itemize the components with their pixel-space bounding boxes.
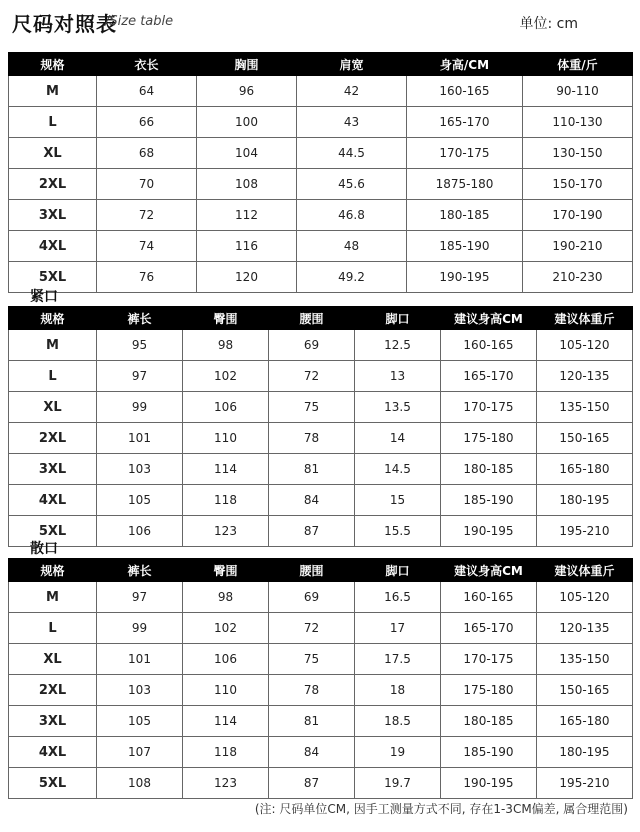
table-row: [9, 454, 633, 485]
table-cell: 123: [183, 768, 269, 799]
table-cell: 110: [183, 675, 269, 706]
table-cell: 45.6: [297, 169, 407, 200]
page-title: 尺码对照表: [12, 12, 117, 36]
table-cell: 185-190: [441, 737, 537, 768]
table-cell: 195-210: [537, 768, 633, 799]
column-header: 臀围: [183, 307, 269, 330]
table-cell: 165-170: [441, 361, 537, 392]
table-row: [9, 361, 633, 392]
table-row: [9, 231, 633, 262]
table-cell: 15: [355, 485, 441, 516]
table-row: [9, 582, 633, 613]
table-cell: 69: [269, 330, 355, 361]
column-header: 身高/CM: [407, 53, 523, 76]
size-cell: L: [9, 613, 97, 644]
table-cell: 190-195: [441, 768, 537, 799]
table-cell: 123: [183, 516, 269, 547]
table-header-row: [9, 53, 633, 76]
table-cell: 180-195: [537, 737, 633, 768]
size-cell: 3XL: [9, 200, 97, 231]
table-cell: 150-170: [523, 169, 633, 200]
table-row: [9, 262, 633, 293]
size-cell: 5XL: [9, 262, 97, 293]
table-cell: 90-110: [523, 76, 633, 107]
table-cell: 96: [197, 76, 297, 107]
table-row: [9, 138, 633, 169]
table-cell: 66: [97, 107, 197, 138]
table-row: [9, 737, 633, 768]
table-row: [9, 423, 633, 454]
table-cell: 106: [97, 516, 183, 547]
table-cell: 42: [297, 76, 407, 107]
size-cell: 3XL: [9, 454, 97, 485]
table-cell: 105-120: [537, 330, 633, 361]
table-cell: 15.5: [355, 516, 441, 547]
table-cell: 1875-180: [407, 169, 523, 200]
table-cell: 165-180: [537, 706, 633, 737]
column-header: 体重/斤: [523, 53, 633, 76]
table-cell: 78: [269, 675, 355, 706]
size-cell: XL: [9, 392, 97, 423]
top-size-table: [8, 52, 633, 293]
table-cell: 99: [97, 613, 183, 644]
table-cell: 12.5: [355, 330, 441, 361]
table-cell: 118: [183, 737, 269, 768]
column-header: 规格: [9, 559, 97, 582]
table-cell: 108: [97, 768, 183, 799]
table-cell: 190-195: [441, 516, 537, 547]
table-cell: 74: [97, 231, 197, 262]
table-cell: 165-180: [537, 454, 633, 485]
table-cell: 120-135: [537, 613, 633, 644]
table-row: [9, 200, 633, 231]
table-cell: 120-135: [537, 361, 633, 392]
table-cell: 170-175: [441, 392, 537, 423]
size-cell: 3XL: [9, 706, 97, 737]
table-cell: 19: [355, 737, 441, 768]
table-cell: 180-185: [441, 706, 537, 737]
table-cell: 72: [97, 200, 197, 231]
size-cell: 5XL: [9, 768, 97, 799]
table-cell: 75: [269, 644, 355, 675]
table-cell: 105: [97, 706, 183, 737]
table-cell: 110-130: [523, 107, 633, 138]
table-row: [9, 76, 633, 107]
size-cell: 2XL: [9, 675, 97, 706]
table-row: [9, 392, 633, 423]
table-cell: 14.5: [355, 454, 441, 485]
table-row: [9, 107, 633, 138]
table-cell: 195-210: [537, 516, 633, 547]
column-header: 臀围: [183, 559, 269, 582]
table-header-row: [9, 307, 633, 330]
table-row: [9, 768, 633, 799]
page-header: [0, 0, 640, 48]
table-cell: 98: [183, 582, 269, 613]
column-header: 规格: [9, 307, 97, 330]
table-cell: 112: [197, 200, 297, 231]
table-cell: 81: [269, 706, 355, 737]
table-cell: 150-165: [537, 423, 633, 454]
page-subtitle: /Size table: [105, 14, 174, 29]
table-cell: 84: [269, 737, 355, 768]
table-cell: 70: [97, 169, 197, 200]
column-header: 脚口: [355, 307, 441, 330]
table-cell: 170-175: [407, 138, 523, 169]
table-row: [9, 516, 633, 547]
table-cell: 75: [269, 392, 355, 423]
column-header: 肩宽: [297, 53, 407, 76]
table-cell: 165-170: [407, 107, 523, 138]
size-cell: M: [9, 330, 97, 361]
table-cell: 114: [183, 454, 269, 485]
size-cell: XL: [9, 644, 97, 675]
table-cell: 76: [97, 262, 197, 293]
table-cell: 150-165: [537, 675, 633, 706]
table-cell: 95: [97, 330, 183, 361]
table-cell: 87: [269, 516, 355, 547]
table-cell: 84: [269, 485, 355, 516]
column-header: 建议身高CM: [441, 307, 537, 330]
unit-label: 单位: cm: [519, 16, 578, 32]
table-cell: 16.5: [355, 582, 441, 613]
table-cell: 103: [97, 675, 183, 706]
table-cell: 100: [197, 107, 297, 138]
table-row: [9, 706, 633, 737]
table-cell: 98: [183, 330, 269, 361]
table-row: [9, 485, 633, 516]
column-header: 裤长: [97, 307, 183, 330]
table-cell: 190-210: [523, 231, 633, 262]
size-cell: 2XL: [9, 169, 97, 200]
section-label-tight-cuff: 紧口: [30, 289, 58, 305]
table-cell: 97: [97, 361, 183, 392]
column-header: 建议身高CM: [441, 559, 537, 582]
table-cell: 160-165: [407, 76, 523, 107]
table-row: [9, 613, 633, 644]
table-cell: 130-150: [523, 138, 633, 169]
table-cell: 101: [97, 644, 183, 675]
table-row: [9, 330, 633, 361]
column-header: 建议体重斤: [537, 307, 633, 330]
table-cell: 185-190: [407, 231, 523, 262]
size-cell: L: [9, 361, 97, 392]
table-cell: 102: [183, 361, 269, 392]
table-cell: 110: [183, 423, 269, 454]
table-cell: 107: [97, 737, 183, 768]
table-cell: 43: [297, 107, 407, 138]
column-header: 胸围: [197, 53, 297, 76]
table-cell: 104: [197, 138, 297, 169]
section-label-loose-cuff: 散口: [30, 541, 58, 557]
table-cell: 170-190: [523, 200, 633, 231]
table-cell: 17: [355, 613, 441, 644]
column-header: 规格: [9, 53, 97, 76]
column-header: 腰围: [269, 559, 355, 582]
measurement-note: (注: 尺码单位CM, 因手工测量方式不同, 存在1-3CM偏差, 属合理范围): [254, 802, 628, 816]
table-cell: 18.5: [355, 706, 441, 737]
pants-loose-cuff-table: [8, 558, 633, 799]
table-cell: 48: [297, 231, 407, 262]
pants-tight-cuff-table: [8, 306, 633, 547]
size-cell: XL: [9, 138, 97, 169]
table-cell: 13.5: [355, 392, 441, 423]
table-cell: 13: [355, 361, 441, 392]
table-cell: 69: [269, 582, 355, 613]
table-cell: 44.5: [297, 138, 407, 169]
table-cell: 72: [269, 361, 355, 392]
size-cell: 4XL: [9, 231, 97, 262]
table-cell: 105-120: [537, 582, 633, 613]
table-header-row: [9, 559, 633, 582]
column-header: 脚口: [355, 559, 441, 582]
table-cell: 46.8: [297, 200, 407, 231]
table-cell: 180-195: [537, 485, 633, 516]
table-cell: 190-195: [407, 262, 523, 293]
table-cell: 106: [183, 392, 269, 423]
column-header: 腰围: [269, 307, 355, 330]
table-cell: 108: [197, 169, 297, 200]
table-cell: 210-230: [523, 262, 633, 293]
table-cell: 49.2: [297, 262, 407, 293]
table-cell: 118: [183, 485, 269, 516]
table-cell: 180-185: [407, 200, 523, 231]
size-cell: L: [9, 107, 97, 138]
table-cell: 175-180: [441, 675, 537, 706]
size-cell: M: [9, 582, 97, 613]
table-cell: 19.7: [355, 768, 441, 799]
table-cell: 160-165: [441, 330, 537, 361]
table-cell: 175-180: [441, 423, 537, 454]
table-cell: 102: [183, 613, 269, 644]
table-cell: 64: [97, 76, 197, 107]
column-header: 衣长: [97, 53, 197, 76]
size-cell: 4XL: [9, 485, 97, 516]
table-cell: 17.5: [355, 644, 441, 675]
table-row: [9, 644, 633, 675]
table-cell: 78: [269, 423, 355, 454]
size-cell: M: [9, 76, 97, 107]
table-cell: 87: [269, 768, 355, 799]
size-cell: 5XL: [9, 516, 97, 547]
table-cell: 165-170: [441, 613, 537, 644]
column-header: 裤长: [97, 559, 183, 582]
table-row: [9, 169, 633, 200]
size-cell: 2XL: [9, 423, 97, 454]
table-row: [9, 675, 633, 706]
table-cell: 18: [355, 675, 441, 706]
table-cell: 103: [97, 454, 183, 485]
table-cell: 185-190: [441, 485, 537, 516]
table-cell: 135-150: [537, 644, 633, 675]
table-cell: 135-150: [537, 392, 633, 423]
table-cell: 120: [197, 262, 297, 293]
table-cell: 72: [269, 613, 355, 644]
column-header: 建议体重斤: [537, 559, 633, 582]
table-cell: 170-175: [441, 644, 537, 675]
table-cell: 160-165: [441, 582, 537, 613]
table-cell: 101: [97, 423, 183, 454]
table-cell: 97: [97, 582, 183, 613]
size-cell: 4XL: [9, 737, 97, 768]
table-cell: 105: [97, 485, 183, 516]
table-cell: 116: [197, 231, 297, 262]
table-cell: 81: [269, 454, 355, 485]
table-cell: 114: [183, 706, 269, 737]
table-cell: 68: [97, 138, 197, 169]
table-cell: 106: [183, 644, 269, 675]
table-cell: 99: [97, 392, 183, 423]
table-cell: 180-185: [441, 454, 537, 485]
table-cell: 14: [355, 423, 441, 454]
